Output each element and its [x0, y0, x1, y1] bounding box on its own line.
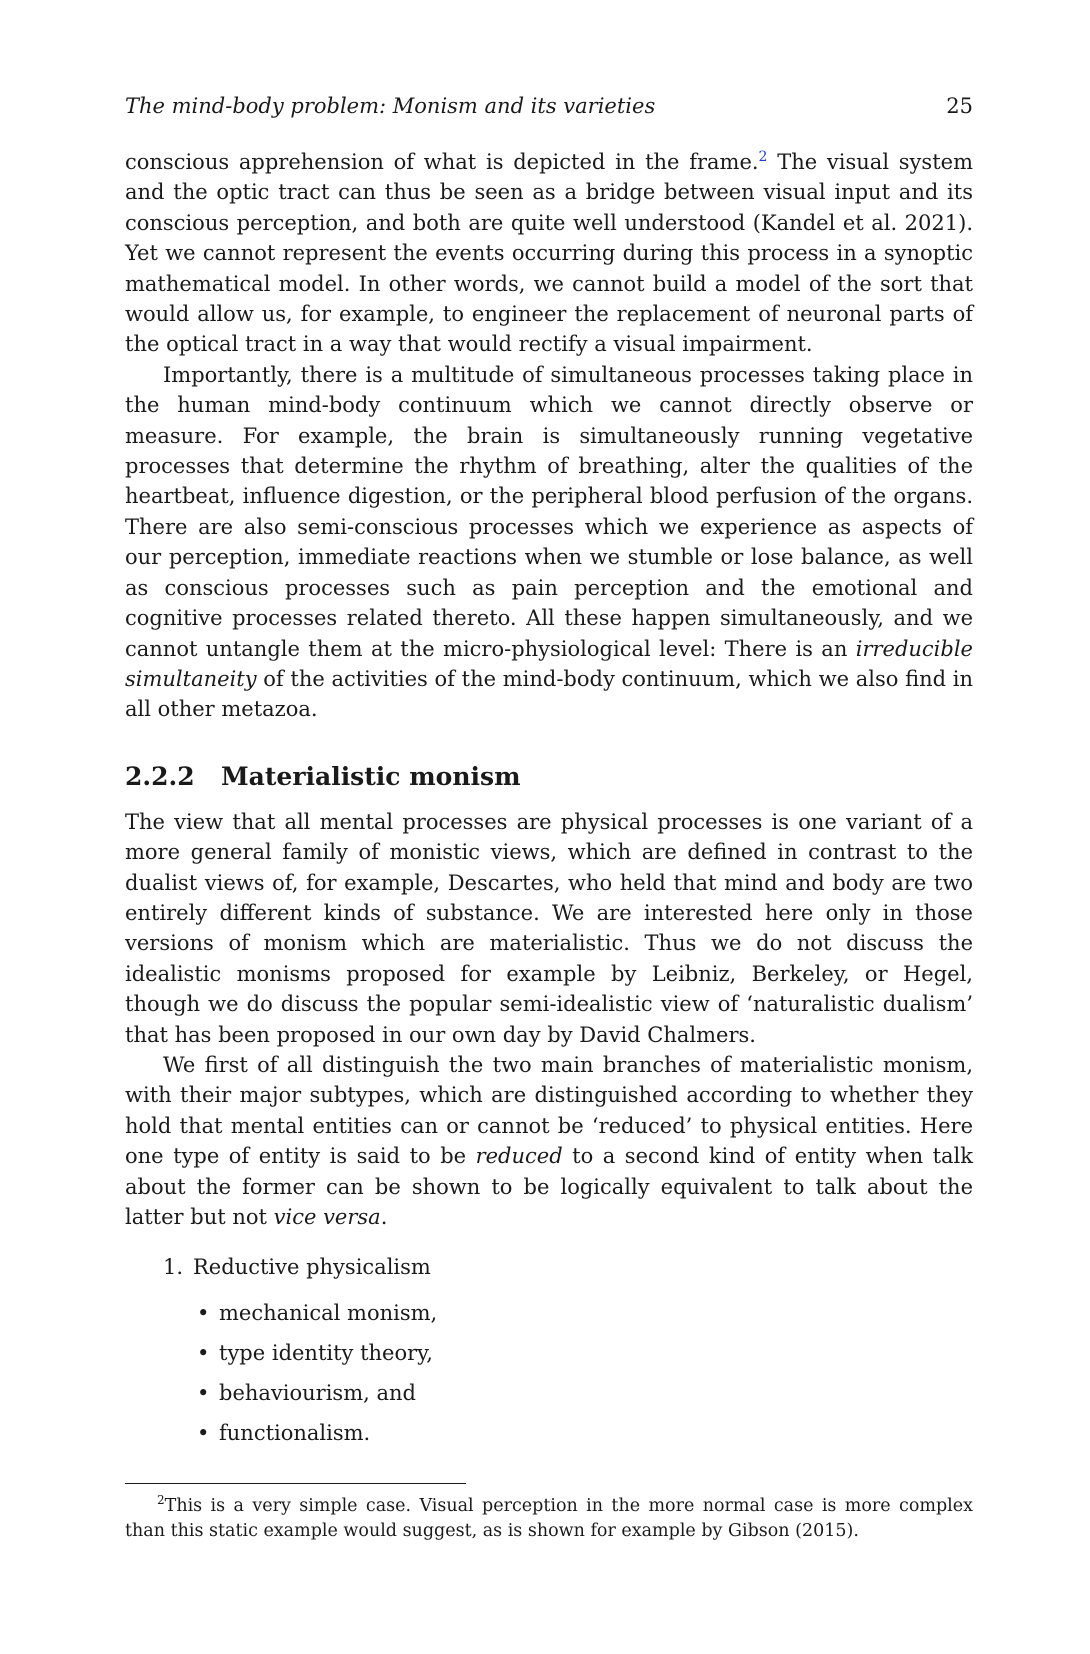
list-item [163, 1252, 973, 1282]
page-number: 25 [946, 94, 973, 118]
bullet-item-text: mechanical monism, [219, 1300, 438, 1325]
body-text [125, 147, 973, 1453]
section-heading [125, 761, 973, 793]
paragraph-4-text-b: to a second kind of entity when talk about the former can be shown to be logically equivalent to talk about the latter but not [125, 1144, 973, 1229]
enumerated-list [163, 1252, 973, 1452]
paragraph-1-text-a: conscious apprehension of what is depicted in the frame. [125, 150, 759, 174]
paragraph-3: The view that all mental processes are physical processes is one variant of a more general family of monistic views, which are defined in contrast to the dualist views of, for example, Descartes, who held that mind and body are two entirely different kinds of substance. We are interested here only in those versions of monism which are materialistic. Thus we do not discuss the idealistic monisms proposed for example by Leibniz, Berkeley, or Hegel, though we do discuss the popular semi-idealistic view of ‘naturalistic dualism’ that has been proposed in our own day by David Chalmers. [125, 809, 973, 1047]
running-head-title: The mind-body problem: Monism and its varieties [125, 94, 656, 118]
paragraph-2-text-a: Importantly, there is a multitude of simultaneous processes taking place in the human mind-body continuum which we cannot directly observe or measure. For example, the brain is simultaneously running vegetative processes that determine the rhythm of breathing, alter the qualities of the heartbeat, influence digestion, or the peripheral blood perfusion of the organs. There are also semi-conscious processes which we experience as aspects of our perception, immediate reactions when we stumble or lose balance, as well as conscious processes such as pain perception and the emotional and cognitive processes related thereto. All these happen simultaneously, and we cannot untangle them at the micro-physiological level: There is an [125, 362, 973, 661]
paragraph-4-text-c: . [380, 1205, 388, 1229]
paragraph-4-text-a: We first of all distinguish the two main branches of materialistic monism, with their major subtypes, which are distinguished according to whether they hold that mental entities can or cannot be ‘reduced’ to physical entities. Here one type of entity is said to be [125, 1052, 973, 1169]
bullet-item [197, 1373, 973, 1413]
paragraph-1 [125, 147, 973, 360]
footnote-reference-link[interactable]: 2 [758, 149, 768, 165]
footnote [125, 1494, 973, 1544]
paragraph-2-emphasis: irreducible simultaneity [125, 636, 973, 691]
bullet-item-text: functionalism. [219, 1420, 371, 1445]
bullet-item [197, 1293, 973, 1333]
list-item-text: Reductive physicalism [193, 1255, 431, 1280]
footnote-mark: 2 [157, 1493, 165, 1508]
section-number: 2.2.2 [125, 761, 195, 791]
bullet-icon: • [197, 1380, 210, 1405]
bullet-item [197, 1413, 973, 1453]
paragraph-4 [125, 1050, 973, 1232]
paragraph-2 [125, 360, 973, 725]
list-item-number: 1. [163, 1255, 184, 1280]
footnote-text: This is a very simple case. Visual perception in the more normal case is more complex than this static example would suggest, as is shown for example by Gibson (2015). [125, 1496, 973, 1541]
paragraph-4-emphasis-vice-versa: vice versa [273, 1205, 381, 1229]
section-title: Materialistic monism [221, 761, 521, 791]
paragraph-1-text-b: The visual system and the optic tract can thus be seen as a bridge between visual input and its conscious perception, and both are quite well understood (Kandel et al. 2021). Yet we cannot represent the events occurring during this process in a synoptic mathematical model. In other words, we cannot build a model of the sort that would allow us, for example, to engineer the replacement of neuronal parts of the optical tract in a way that would rectify a visual impairment. [125, 150, 973, 357]
paragraph-4-emphasis-reduced: reduced [475, 1144, 563, 1169]
bullet-item [197, 1333, 973, 1373]
bullet-icon: • [197, 1300, 210, 1325]
bullet-list [197, 1293, 973, 1453]
running-head [125, 94, 973, 126]
bullet-icon: • [197, 1420, 210, 1445]
paragraph-2-text-b: of the activities of the mind-body continuum, which we also find in all other metazoa. [125, 666, 973, 722]
bullet-item-text: behaviourism, and [219, 1380, 416, 1405]
footnote-rule [125, 1483, 466, 1484]
bullet-item-text: type identity theory, [219, 1340, 433, 1365]
bullet-icon: • [197, 1340, 210, 1365]
